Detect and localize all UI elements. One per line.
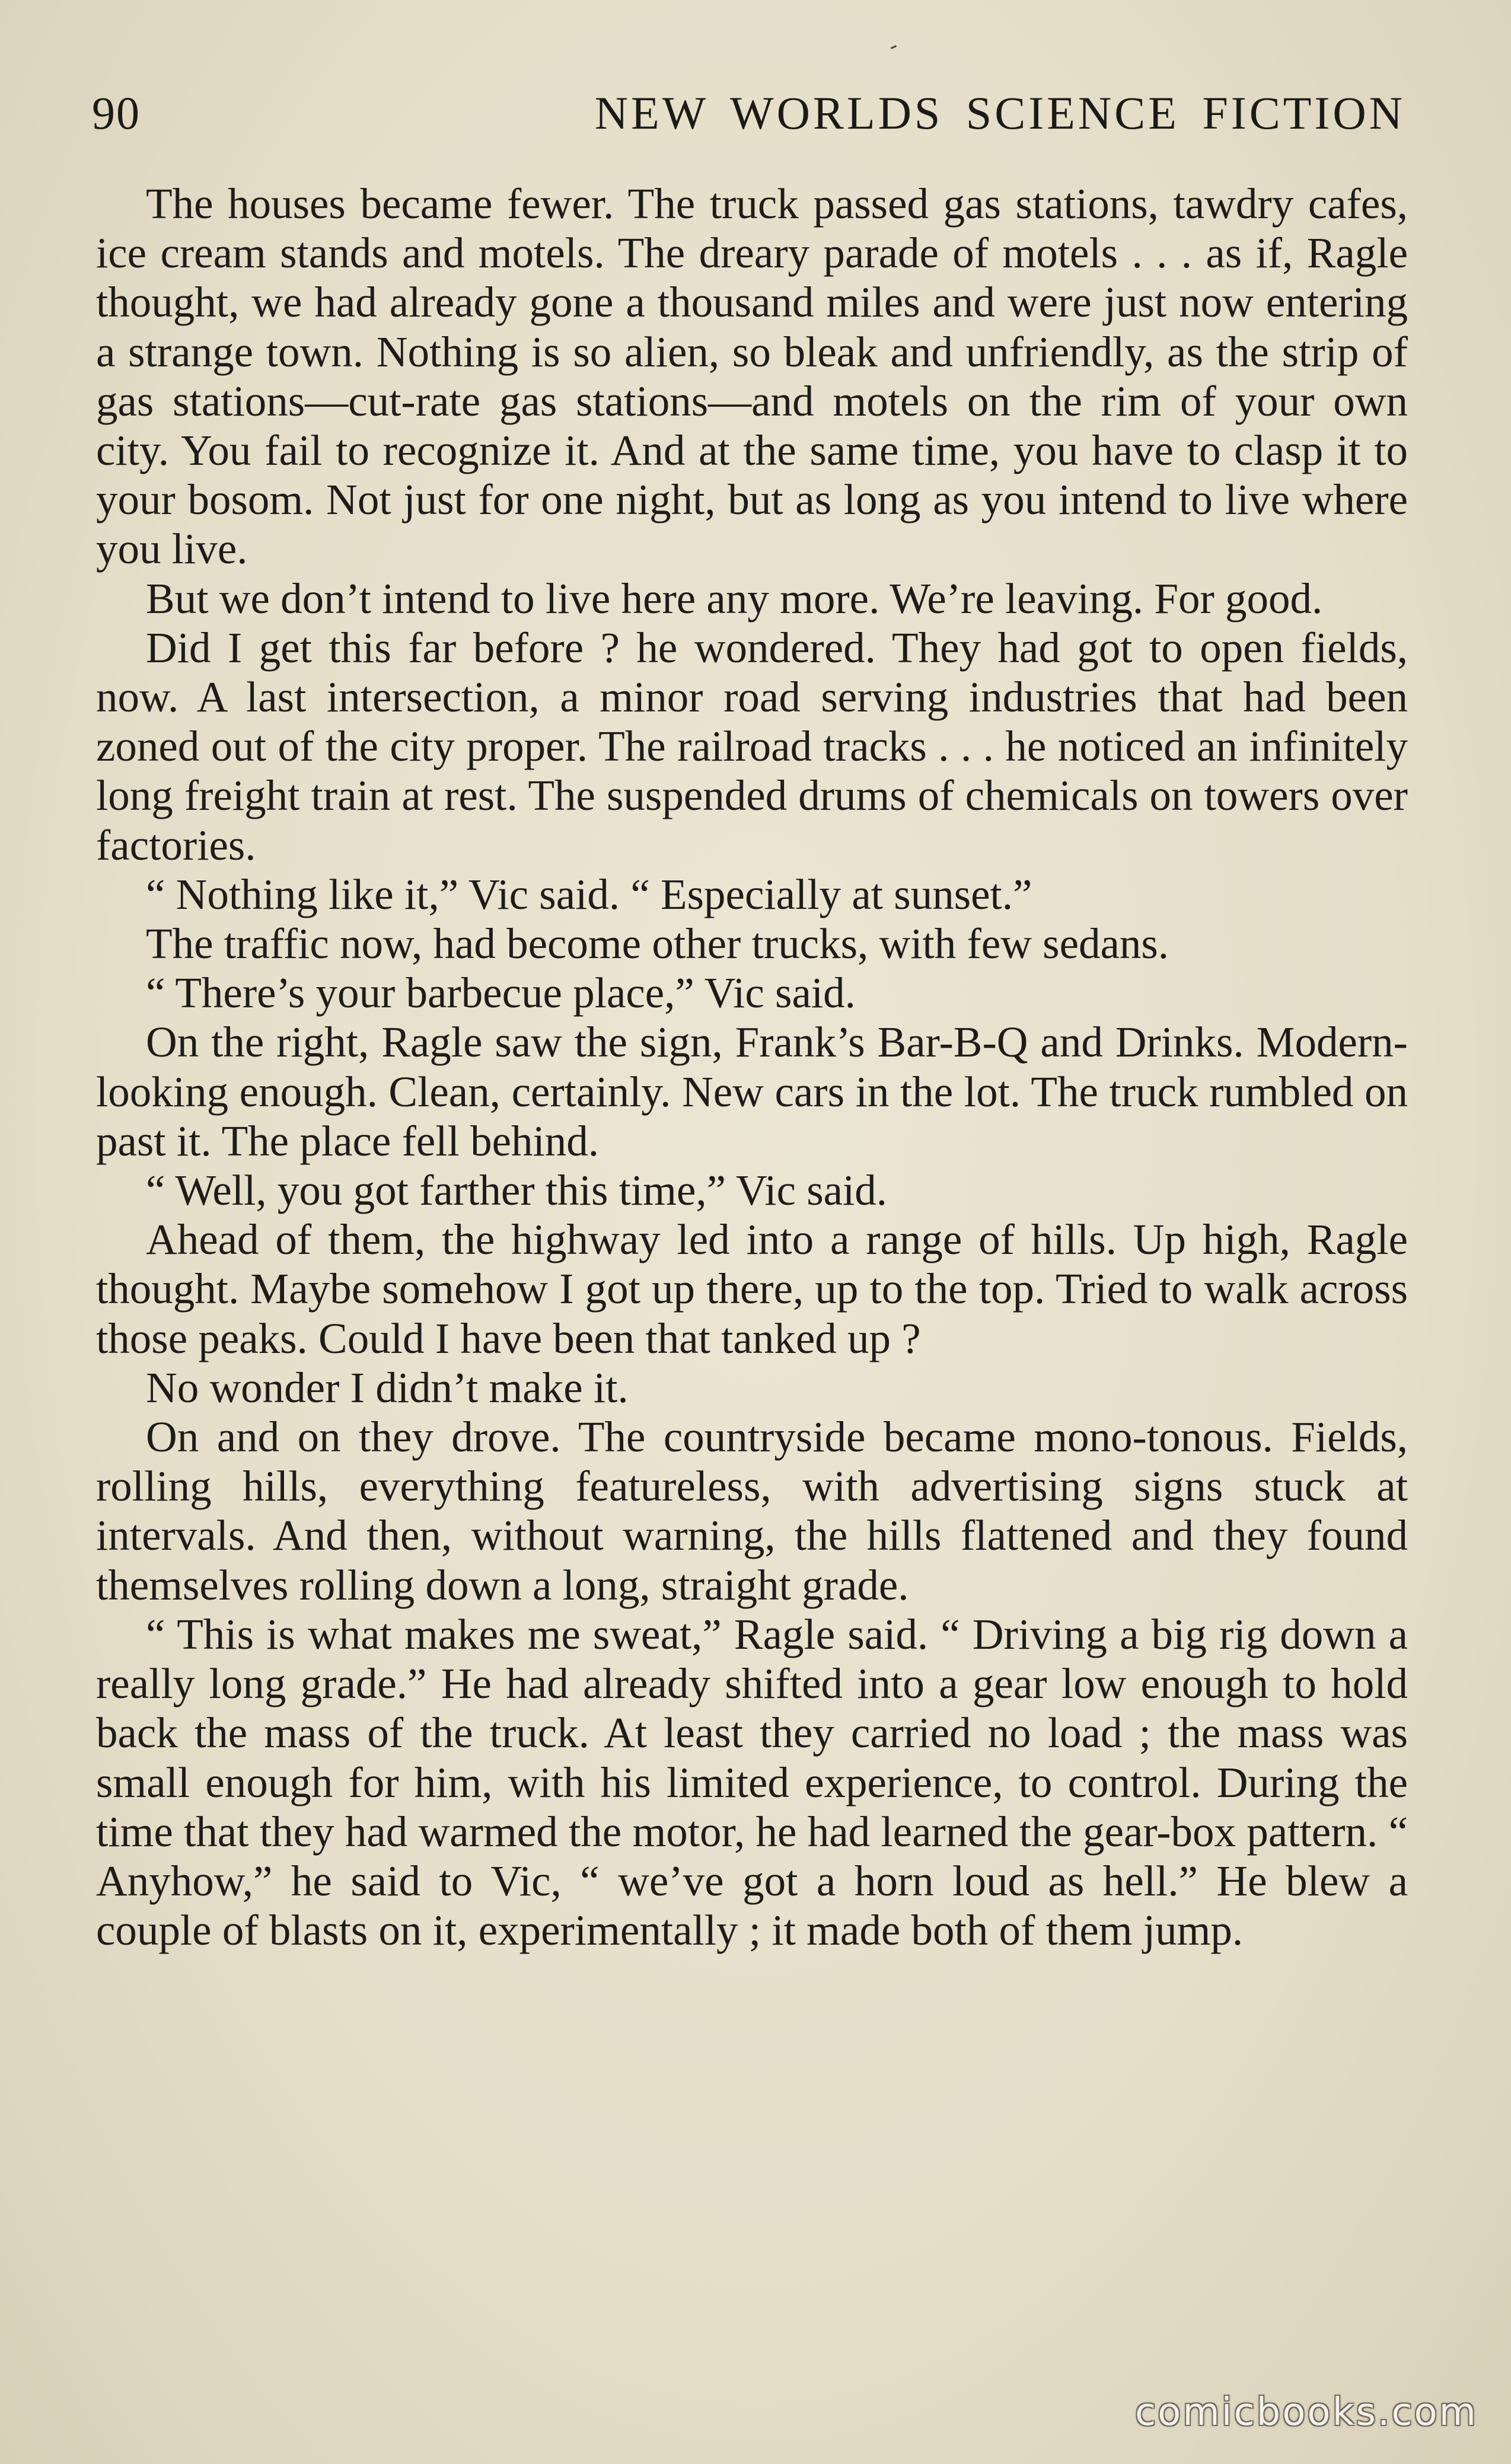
paragraph: But we don’t intend to live here any more. We’re leaving. For good.: [146, 574, 1323, 623]
paragraph: “ There’s your barbecue place,” Vic said.: [146, 969, 856, 1017]
print-speck: [891, 45, 897, 49]
paragraph: On and on they drove. The countryside became mono-tonous. Fields, rolling hills, everything featureless, with advertising signs stuck at intervals. And then, without warning, the hills flattened and they found themselves rolling down a long, straight grade.: [96, 1413, 1408, 1609]
paragraph: No wonder I didn’t make it.: [146, 1363, 629, 1412]
paragraph: “ Nothing like it,” Vic said. “ Especially at sunset.”: [146, 870, 1032, 918]
paragraph: “ Well, you got farther this time,” Vic said.: [146, 1166, 888, 1215]
paragraph: “ This is what makes me sweat,” Ragle said. “ Driving a big rig down a really long grade.” He had already shifted into a gear low enough to hold back the mass of the truck. At least they carried no load ; the mass was small enough for him, with his limited experience, to control. During the time that they had warmed the motor, he had learned the gear-box pattern. “ Anyhow,” he said to Vic, “ we’ve got a horn loud as hell.” He blew a couple of blasts on it, experimentally ; it made both of them jump.: [96, 1610, 1408, 1955]
paragraph: On the right, Ragle saw the sign, Frank’s Bar-B-Q and Drinks. Modern-looking enough. Clean, certainly. New cars in the lot. The truck rumbled on past it. The place fell behind.: [96, 1018, 1408, 1165]
paragraph: The traffic now, had become other trucks, with few sedans.: [146, 920, 1169, 968]
story-text: [96, 179, 1408, 1955]
page-header: [92, 77, 1405, 148]
running-title: NEW WORLDS SCIENCE FICTION: [594, 87, 1405, 139]
paragraph: Did I get this far before ? he wondered. They had got to open fields, now. A last intersection, a minor road serving industries that had been zoned out of the city proper. The railroad tracks . . . he noticed an infinitely long freight train at rest. The suspended drums of chemicals on towers over factories.: [96, 623, 1408, 869]
paragraph: The houses became fewer. The truck passed gas stations, tawdry cafes, ice cream stands and motels. The dreary parade of motels . . . as if, Ragle thought, we had already gone a thousand miles and were just now entering a strange town. Nothing is so alien, so bleak and unfriendly, as the strip of gas stations—cut-rate gas stations—and motels on the rim of your own city. You fail to recognize it. And at the same time, you have to clasp it to your bosom. Not just for one night, but as long as you intend to live where you live.: [96, 180, 1408, 573]
watermark: comicbooks.com: [1134, 2390, 1478, 2434]
page-number: 90: [92, 87, 141, 139]
paragraph: Ahead of them, the highway led into a range of hills. Up high, Ragle thought. Maybe somehow I got up there, up to the top. Tried to walk across those peaks. Could I have been that tanked up ?: [96, 1215, 1408, 1362]
